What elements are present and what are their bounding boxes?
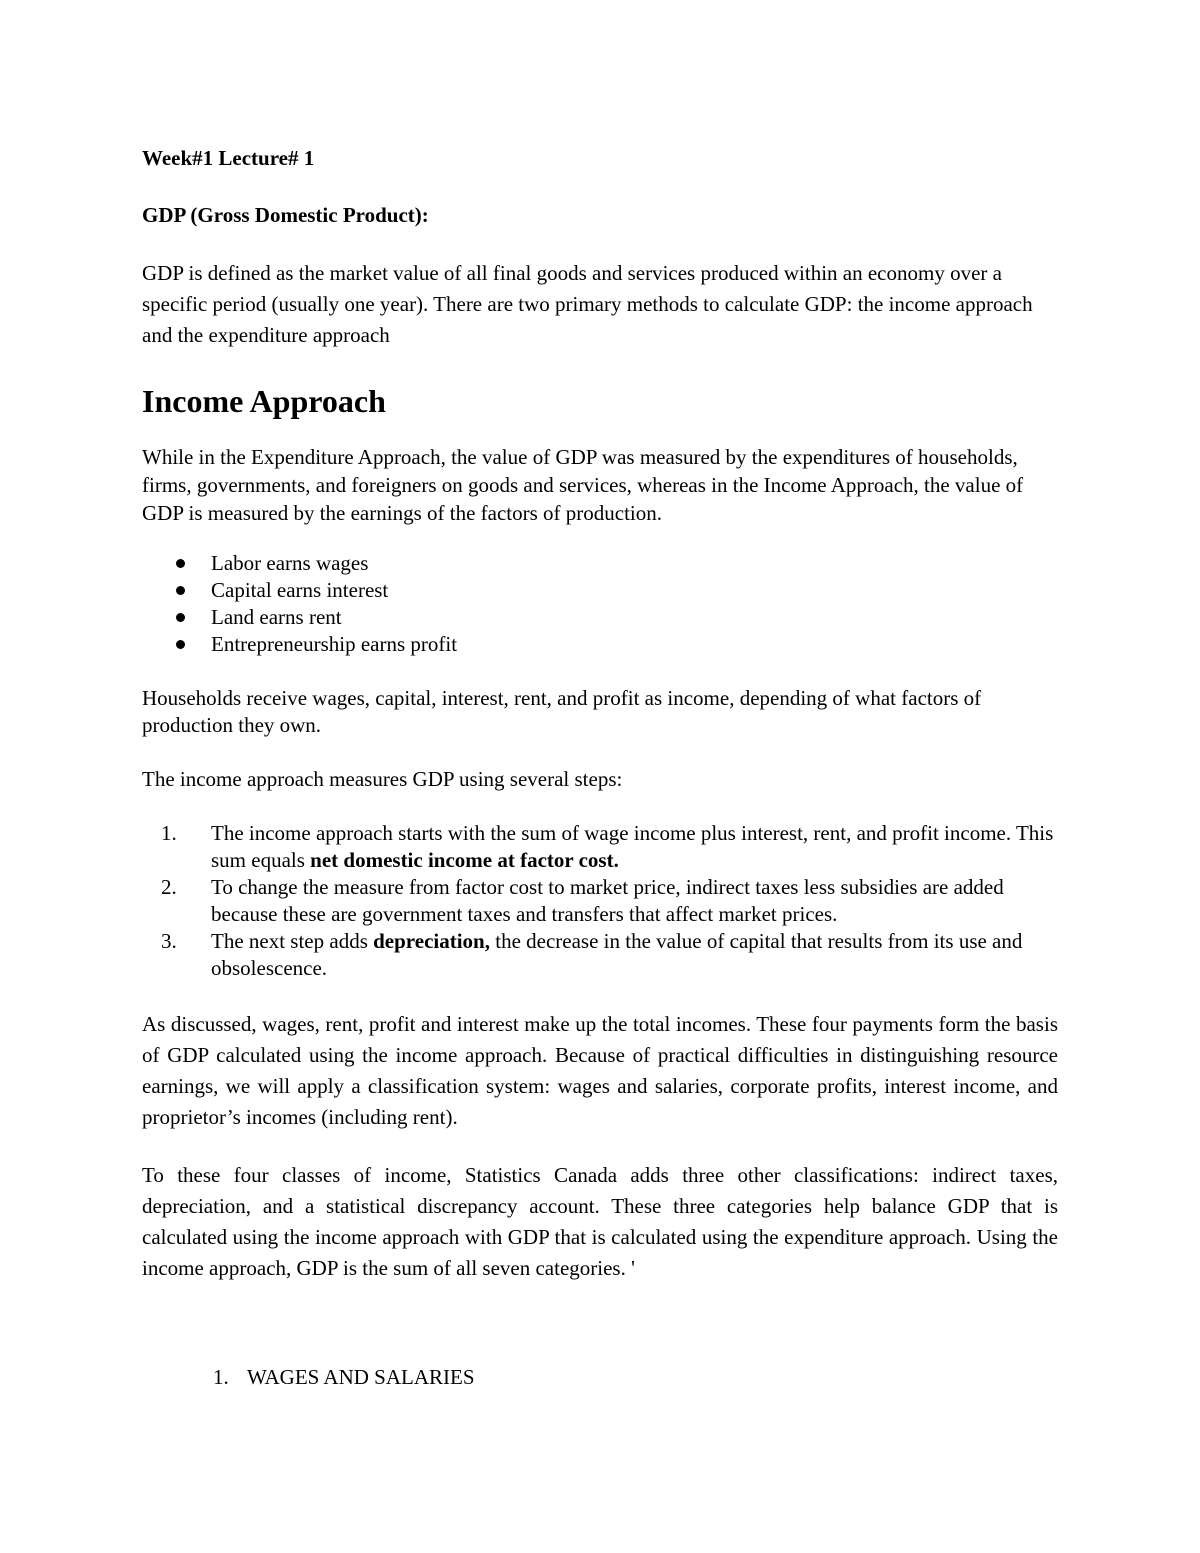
step-item: [142, 928, 1058, 982]
step-text: The next step adds: [211, 929, 374, 953]
bullet-dot-icon: [176, 586, 185, 595]
discussed-paragraph: As discussed, wages, rent, profit and interest make up the total incomes. These four payments form the basis of GDP calculated using the income approach. Because of practical difficulties in distinguishing resource earnings, we will apply a classification system: wages and salaries, corporate profits, interest income, and proprietor’s incomes (including rent).: [142, 1012, 1058, 1129]
step-number: 3.: [161, 929, 177, 953]
step-item: [142, 874, 1058, 928]
bullet-text: Entrepreneurship earns profit: [211, 632, 458, 656]
section-title-income-approach: Income Approach: [142, 383, 386, 419]
bullet-item: [142, 550, 1058, 577]
classes-paragraph: To these four classes of income, Statistics Canada adds three other classifications: indirect taxes, depreciation, and a statistical discrepancy account. These three categories help balance GDP that is calculated using the income approach with GDP that is calculated using the expenditure approach. Using the income approach, GDP is the sum of all seven categories. ': [142, 1163, 1058, 1280]
subsection-label: WAGES AND SALARIES: [247, 1365, 475, 1389]
step-text-after: the decrease in the value of capital that results from its use and obsolescence.: [211, 929, 1023, 980]
step-bold-text: net domestic income at factor cost.: [310, 848, 619, 872]
intro-paragraph: GDP is defined as the market value of all final goods and services produced within an economy over a specific period (usually one year). There are two primary methods to calculate GDP: the income approach and the expenditure approach: [142, 261, 1033, 347]
subsection-list: [142, 1364, 1058, 1391]
step-number: 2.: [161, 875, 177, 899]
step-number: 1.: [161, 821, 177, 845]
week-title: Week#1 Lecture# 1: [142, 146, 315, 170]
steps-list: [142, 820, 1058, 982]
subsection-item: [142, 1364, 1058, 1391]
step-bold-text: depreciation,: [373, 929, 490, 953]
step-text: To change the measure from factor cost to market price, indirect taxes less subsidies are added because these are government taxes and transfers that affect market prices.: [211, 875, 1004, 926]
bullet-dot-icon: [176, 640, 185, 649]
income-approach-paragraph: While in the Expenditure Approach, the value of GDP was measured by the expenditures of households, firms, governments, and foreigners on goods and services, whereas in the Income Approach, the value of GDP is measured by the earnings of the factors of production.: [142, 445, 1024, 525]
bullet-item: [142, 604, 1058, 631]
steps-intro: The income approach measures GDP using several steps:: [142, 767, 623, 791]
factors-bullet-list: [142, 550, 1058, 658]
document-body: [142, 145, 1058, 1391]
households-paragraph: Households receive wages, capital, interest, rent, and profit as income, depending of what factors of production they own.: [142, 686, 982, 737]
bullet-dot-icon: [176, 613, 185, 622]
bullet-text: Capital earns interest: [211, 578, 389, 602]
step-text: The income approach starts with the sum of wage income plus interest, rent, and profit income. This sum equals: [211, 821, 1054, 872]
step-item: [142, 820, 1058, 874]
subsection-number: 1.: [213, 1365, 229, 1389]
bullet-dot-icon: [176, 559, 185, 568]
bullet-item: [142, 577, 1058, 604]
gdp-title: GDP (Gross Domestic Product):: [142, 203, 429, 227]
bullet-text: Land earns rent: [211, 605, 342, 629]
bullet-item: [142, 631, 1058, 658]
bullet-text: Labor earns wages: [211, 551, 369, 575]
